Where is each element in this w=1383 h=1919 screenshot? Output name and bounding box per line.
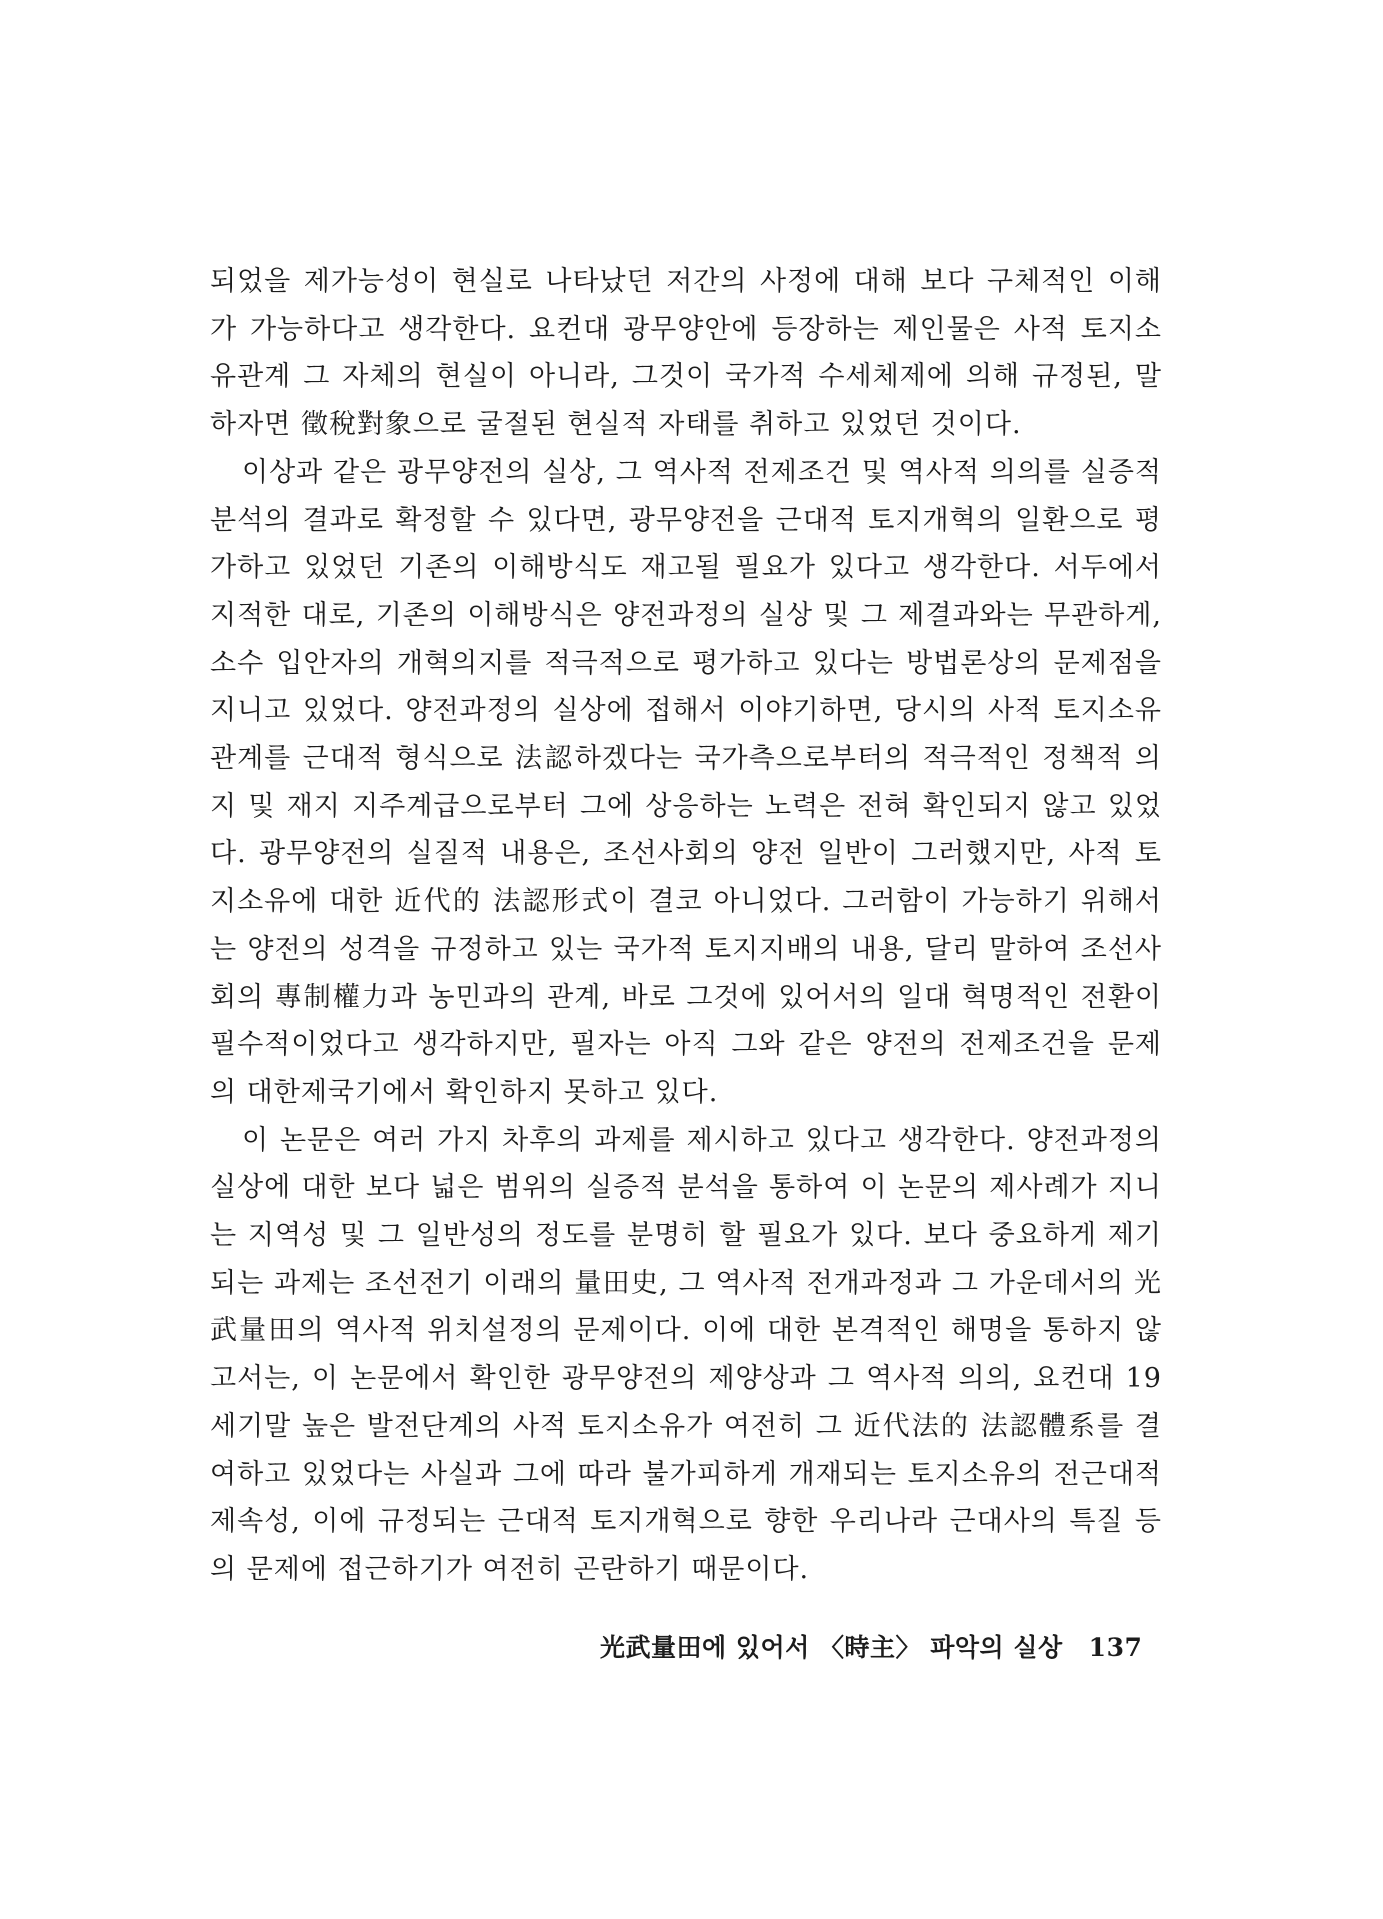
- paragraph-2: 이상과 같은 광무양전의 실상, 그 역사적 전제조건 및 역사적 의의를 실증적 분석의 결과로 확정할 수 있다면, 광무양전을 근대적 토지개혁의 일환으로 평가하고 있었던 기존의 이해방식도 재고될 필요가 있다고 생각한다. 서두에서 지적한 대로, 기존의 이해방식은 양전과정의 실상 및 그 제결과와는 무관하게, 소수 입안자의 개혁의지를 적극적으로 평가하고 있다는 방법론상의 문제점을 지니고 있었다. 양전과정의 실상에 접해서 이야기하면, 당시의 사적 토지소유관계를 근대적 형식으로 法認하겠다는 국가측으로부터의 적극적인 정책적 의지 및 재지 지주계급으로부터 그에 상응하는 노력은 전혀 확인되지 않고 있었다. 광무양전의 실질적 내용은, 조선사회의 양전 일반이 그러했지만, 사적 토지소유에 대한 近代的 法認形式이 결코 아니었다. 그러함이 가능하기 위해서는 양전의 성격을 규정하고 있는 국가적 토지지배의 내용, 달리 말하여 조선사회의 專制權力과 농민과의 관계, 바로 그것에 있어서의 일대 혁명적인 전환이 필수적이었다고 생각하지만, 필자는 아직 그와 같은 양전의 전제조건을 문제의 대한제국기에서 확인하지 못하고 있다.: [210, 456, 1162, 1108]
- page-number: 137: [1088, 1633, 1143, 1662]
- running-title: 光武量田에 있어서 〈時主〉 파악의 실상: [600, 1633, 1063, 1662]
- paragraph-3: 이 논문은 여러 가지 차후의 과제를 제시하고 있다고 생각한다. 양전과정의 실상에 대한 보다 넓은 범위의 실증적 분석을 통하여 이 논문의 제사례가 지니는 지역성 및 그 일반성의 정도를 분명히 할 필요가 있다. 보다 중요하게 제기되는 과제는 조선전기 이래의 量田史, 그 역사적 전개과정과 그 가운데서의 光武量田의 역사적 위치설정의 문제이다. 이에 대한 본격적인 해명을 통하지 않고서는, 이 논문에서 확인한 광무양전의 제양상과 그 역사적 의의, 요컨대 19세기말 높은 발전단계의 사적 토지소유가 여전히 그 近代法的 法認體系를 결여하고 있었다는 사실과 그에 따라 불가피하게 개재되는 토지소유의 전근대적 제속성, 이에 규정되는 근대적 토지개혁으로 향한 우리나라 근대사의 특질 등의 문제에 접근하기가 여전히 곤란하기 때문이다.: [210, 1124, 1162, 1585]
- page-footer: [600, 1628, 1143, 1664]
- body-text: [210, 258, 1162, 1594]
- paragraph-1: 되었을 제가능성이 현실로 나타났던 저간의 사정에 대해 보다 구체적인 이해가 가능하다고 생각한다. 요컨대 광무양안에 등장하는 제인물은 사적 토지소유관계 그 자체의 현실이 아니라, 그것이 국가적 수세체제에 의해 규정된, 말하자면 徵稅對象으로 굴절된 현실적 자태를 취하고 있었던 것이다.: [210, 266, 1162, 441]
